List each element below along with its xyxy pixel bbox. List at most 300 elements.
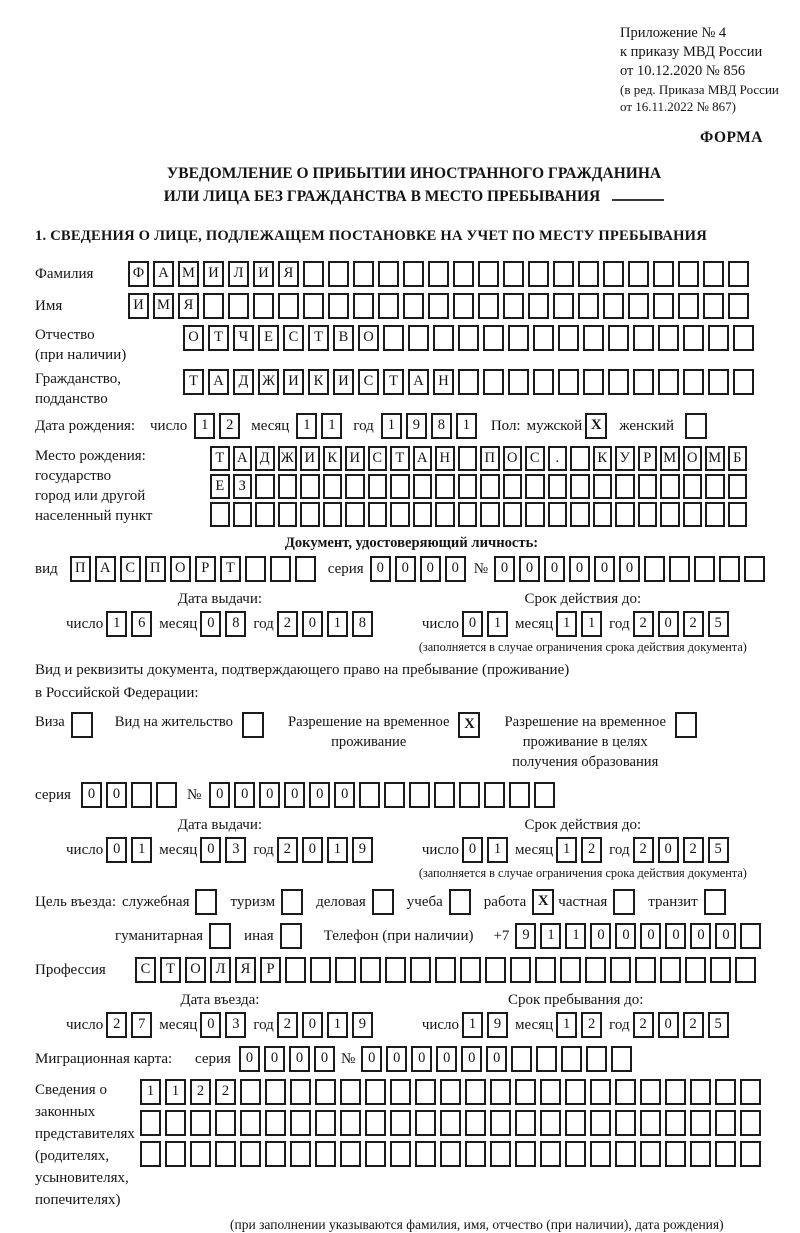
char-cell: 0 [658,837,679,863]
entry-date-heading: Дата въезда: [180,992,260,1008]
char-cell: 5 [708,837,729,863]
char-cell [578,261,599,287]
char-cell [635,957,656,983]
char-cell [255,474,275,499]
migration-card-row [35,1046,788,1072]
char-cell [728,502,748,527]
char-cell [300,474,320,499]
char-cell [586,1046,607,1072]
year-label: год [609,615,630,632]
temp-residence-option [288,712,480,752]
char-cell [740,1141,761,1167]
char-cell: 0 [302,1012,323,1038]
purpose-private-checkbox [613,889,635,915]
char-cell [435,957,456,983]
day-label: число [66,1016,104,1033]
char-cell: И [345,446,365,471]
doc-series-label: серия [327,560,364,577]
char-cell: 2 [106,1012,127,1038]
char-cell [378,261,399,287]
char-cell [190,1141,211,1167]
char-cell [458,446,478,471]
char-cell [503,293,524,319]
blank-underline [612,185,664,201]
char-cell: И [333,369,354,395]
char-cell [190,1110,211,1136]
valid-month-cells [556,611,606,637]
header-line-3: от 10.12.2020 № 856 [620,63,746,79]
char-cell [565,1079,586,1105]
char-cell [485,957,506,983]
char-cell [615,1079,636,1105]
char-cell [678,261,699,287]
issue-month-cells [200,611,250,637]
char-cell [509,782,530,808]
char-cell [640,1141,661,1167]
month-label: месяц [515,841,554,858]
char-cell [540,1079,561,1105]
char-cell [548,474,568,499]
permit-series-cells [81,782,181,808]
char-cell [653,293,674,319]
char-cell: 0 [106,782,127,808]
char-cell: 2 [190,1079,211,1105]
male-label: мужской [526,417,583,434]
purpose-humanitarian-checkbox [209,923,231,949]
char-cell [690,1110,711,1136]
char-cell: Ч [233,325,254,351]
char-cell [728,474,748,499]
char-cell [490,1079,511,1105]
char-cell [638,502,658,527]
char-cell [553,293,574,319]
purpose-label: Цель въезда: [35,893,116,910]
char-cell [640,1079,661,1105]
char-cell [710,957,731,983]
char-cell [515,1079,536,1105]
char-cell [703,261,724,287]
char-cell [131,782,152,808]
stay-month-cells [556,1012,606,1038]
temp-residence-edu-option [504,712,696,772]
char-cell [593,502,613,527]
char-cell [278,293,299,319]
char-cell: 0 [259,782,280,808]
char-cell: Р [260,957,281,983]
char-cell [615,1110,636,1136]
char-cell: С [120,556,141,582]
char-cell [435,474,455,499]
char-cell: У [615,446,635,471]
char-cell [703,293,724,319]
char-cell [683,502,703,527]
char-cell [511,1046,532,1072]
char-cell [633,325,654,351]
char-cell: 1 [556,837,577,863]
entry-date-block [63,991,377,1038]
char-cell: Я [235,957,256,983]
char-cell: Т [210,446,230,471]
char-cell [615,1141,636,1167]
char-cell: 1 [581,611,602,637]
char-cell [665,1110,686,1136]
profession-row [35,957,788,983]
permit-issue-date-block [63,816,377,881]
char-cell: К [308,369,329,395]
char-cell [558,369,579,395]
char-cell [335,957,356,983]
birth-month-cells [296,413,346,439]
char-cell [458,502,478,527]
residence-doc-line-1: Вид и реквизиты документа, подтверждающего право на пребывание (проживание) [35,662,570,678]
patronymic-label: Отчество (при наличии) [35,327,127,363]
birth-place-row-2 [210,474,750,499]
permit-issue-day-cells [106,837,156,863]
month-label: месяц [251,417,290,434]
permit-valid-day-cells [462,837,512,863]
char-cell: И [203,261,224,287]
char-cell: О [183,325,204,351]
char-cell: 1 [296,413,317,439]
char-cell: 0 [544,556,565,582]
year-label: год [253,615,274,632]
char-cell: О [358,325,379,351]
char-cell [290,1141,311,1167]
char-cell: 1 [165,1079,186,1105]
char-cell: Н [433,369,454,395]
char-cell: И [300,446,320,471]
identity-doc-row [35,556,788,582]
char-cell [458,325,479,351]
char-cell: 2 [633,1012,654,1038]
char-cell [440,1079,461,1105]
char-cell: 9 [406,413,427,439]
stay-day-cells [462,1012,512,1038]
char-cell [658,325,679,351]
char-cell [740,1079,761,1105]
char-cell: 1 [456,413,477,439]
char-cell [245,556,266,582]
char-cell: Т [383,369,404,395]
char-cell: 2 [581,837,602,863]
char-cell [528,261,549,287]
char-cell [565,1110,586,1136]
char-cell [140,1110,161,1136]
header-subline-1: (в ред. Приказа МВД России [620,82,779,97]
char-cell: 0 [615,923,636,949]
migration-series-label: серия [195,1050,231,1067]
char-cell [735,957,756,983]
char-cell [583,369,604,395]
doc-issue-date-block [63,590,377,655]
year-label: год [609,841,630,858]
char-cell [558,325,579,351]
year-label: год [609,1016,630,1033]
char-cell [233,502,253,527]
year-label: год [253,1016,274,1033]
char-cell: 2 [215,1079,236,1105]
char-cell: С [283,325,304,351]
char-cell: П [70,556,91,582]
char-cell: О [503,446,523,471]
char-cell [345,474,365,499]
char-cell [440,1141,461,1167]
char-cell: И [283,369,304,395]
char-cell [570,502,590,527]
char-cell: 1 [462,1012,483,1038]
char-cell: 1 [321,413,342,439]
month-label: месяц [159,615,198,632]
char-cell [694,556,715,582]
entry-dates [35,991,788,1038]
char-cell [510,957,531,983]
char-cell: 3 [225,1012,246,1038]
char-cell [515,1141,536,1167]
female-checkbox [685,413,707,439]
char-cell: 0 [309,782,330,808]
char-cell [665,1079,686,1105]
char-cell [340,1079,361,1105]
doc-type-label: вид [35,560,58,577]
char-cell [660,957,681,983]
char-cell: П [145,556,166,582]
char-cell: 8 [225,611,246,637]
char-cell [408,325,429,351]
char-cell [340,1110,361,1136]
char-cell: Б [728,446,748,471]
char-cell [744,556,765,582]
char-cell: 0 [264,1046,285,1072]
citizenship-row [35,369,788,409]
char-cell [390,502,410,527]
citizenship-cells [183,369,758,395]
birth-day-cells [194,413,244,439]
char-cell [323,474,343,499]
char-cell: 0 [658,1012,679,1038]
char-cell [458,474,478,499]
permit-dates [35,816,788,881]
char-cell [315,1141,336,1167]
char-cell [413,474,433,499]
char-cell: А [153,261,174,287]
char-cell [490,1141,511,1167]
char-cell [365,1110,386,1136]
entry-day-cells [106,1012,156,1038]
char-cell: 0 [284,782,305,808]
char-cell: 0 [658,611,679,637]
temp-residence-label: Разрешение на временное проживание [287,714,450,750]
char-cell [608,325,629,351]
char-cell [715,1141,736,1167]
char-cell [360,957,381,983]
char-cell [165,1110,186,1136]
identity-doc-dates [35,590,788,655]
char-cell [508,325,529,351]
char-cell: Р [195,556,216,582]
char-cell: 7 [131,1012,152,1038]
char-cell: 0 [445,556,466,582]
char-cell: 0 [81,782,102,808]
residence-options-row [35,712,788,772]
validity-note: (заполняется в случае ограничения срока действия документа) [418,640,747,654]
char-cell [270,556,291,582]
char-cell [683,325,704,351]
representatives-block [35,1079,788,1211]
char-cell: 2 [581,1012,602,1038]
char-cell: 0 [200,837,221,863]
birth-place-row-1 [210,446,750,471]
permit-number-label: № [186,786,202,803]
char-cell: 2 [277,837,298,863]
char-cell [383,325,404,351]
char-cell [353,261,374,287]
char-cell [525,474,545,499]
char-cell: С [135,957,156,983]
char-cell [480,502,500,527]
purpose-official-checkbox [195,889,217,915]
char-cell: К [593,446,613,471]
phone-cells [515,923,765,949]
char-cell: 1 [540,923,561,949]
char-cell [561,1046,582,1072]
char-cell: 0 [590,923,611,949]
char-cell: 1 [106,611,127,637]
header-subline-2: от 16.11.2022 № 867) [620,99,737,114]
char-cell [435,502,455,527]
char-cell: Т [208,325,229,351]
char-cell: 0 [200,611,221,637]
char-cell: С [358,369,379,395]
char-cell: 1 [556,1012,577,1038]
char-cell: 1 [327,1012,348,1038]
day-label: число [66,615,104,632]
purpose-study-checkbox [449,889,471,915]
sex-label: Пол: [490,417,521,434]
char-cell: И [128,293,149,319]
header-line-1: Приложение № 4 [620,25,727,41]
char-cell: Т [308,325,329,351]
char-cell [240,1141,261,1167]
citizenship-label: Гражданство, подданство [35,371,122,407]
entry-month-cells [200,1012,250,1038]
char-cell [719,556,740,582]
char-cell: . [548,446,568,471]
char-cell [458,369,479,395]
char-cell: О [170,556,191,582]
char-cell [210,502,230,527]
char-cell [384,782,405,808]
char-cell: Е [210,474,230,499]
char-cell: А [413,446,433,471]
char-cell [433,325,454,351]
purpose-private-label: частная [558,893,608,910]
migration-number-label: № [340,1050,356,1067]
purpose-tourism-checkbox [281,889,303,915]
char-cell [585,957,606,983]
char-cell [534,782,555,808]
permit-valid-year-cells [633,837,733,863]
char-cell: 0 [462,611,483,637]
temp-residence-checkbox: X [458,712,480,738]
char-cell: 0 [436,1046,457,1072]
char-cell [340,1141,361,1167]
char-cell [385,957,406,983]
firstname-row [35,293,788,319]
birth-place-rows [210,446,750,527]
char-cell [536,1046,557,1072]
char-cell [540,1110,561,1136]
char-cell [359,782,380,808]
char-cell [660,474,680,499]
char-cell [165,1141,186,1167]
char-cell [638,474,658,499]
firstname-label: Имя [35,297,63,314]
char-cell [323,502,343,527]
char-cell [440,1110,461,1136]
char-cell: 0 [640,923,661,949]
permit-series-row [35,782,788,808]
char-cell [413,502,433,527]
doc-number-label: № [473,560,488,577]
phone-label: Телефон (при наличии) [323,927,474,944]
char-cell: 0 [239,1046,260,1072]
char-cell: А [208,369,229,395]
char-cell: 8 [352,611,373,637]
char-cell: А [408,369,429,395]
char-cell: 5 [708,1012,729,1038]
title-line-2-wrap [50,185,778,208]
char-cell [409,782,430,808]
char-cell: 0 [395,556,416,582]
char-cell [690,1079,711,1105]
char-cell [715,1110,736,1136]
residence-permit-option [115,712,264,738]
char-cell: Я [178,293,199,319]
char-cell [203,293,224,319]
char-cell [678,293,699,319]
char-cell: К [323,446,343,471]
char-cell [390,1079,411,1105]
char-cell [478,293,499,319]
surname-cells [128,261,753,287]
char-cell: 2 [633,611,654,637]
representatives-rows [140,1079,765,1167]
phone-prefix: +7 [493,927,510,944]
migration-number-cells [361,1046,636,1072]
char-cell [740,1110,761,1136]
permit-valid-date-block [419,816,747,881]
char-cell: 0 [420,556,441,582]
char-cell: Е [258,325,279,351]
char-cell [508,369,529,395]
char-cell [503,261,524,287]
title-line-1: УВЕДОМЛЕНИЕ О ПРИБЫТИИ ИНОСТРАННОГО ГРАЖДАНИНА [166,165,662,182]
char-cell [578,293,599,319]
char-cell: Ф [128,261,149,287]
firstname-cells [128,293,753,319]
char-cell [705,474,725,499]
char-cell: Р [638,446,658,471]
profession-label: Профессия [35,961,106,978]
char-cell: А [233,446,253,471]
char-cell [465,1079,486,1105]
char-cell: 0 [334,782,355,808]
char-cell [590,1110,611,1136]
char-cell [415,1079,436,1105]
purpose-other-label: иная [244,927,274,944]
doc-type-cells [70,556,320,582]
stay-year-cells [633,1012,733,1038]
